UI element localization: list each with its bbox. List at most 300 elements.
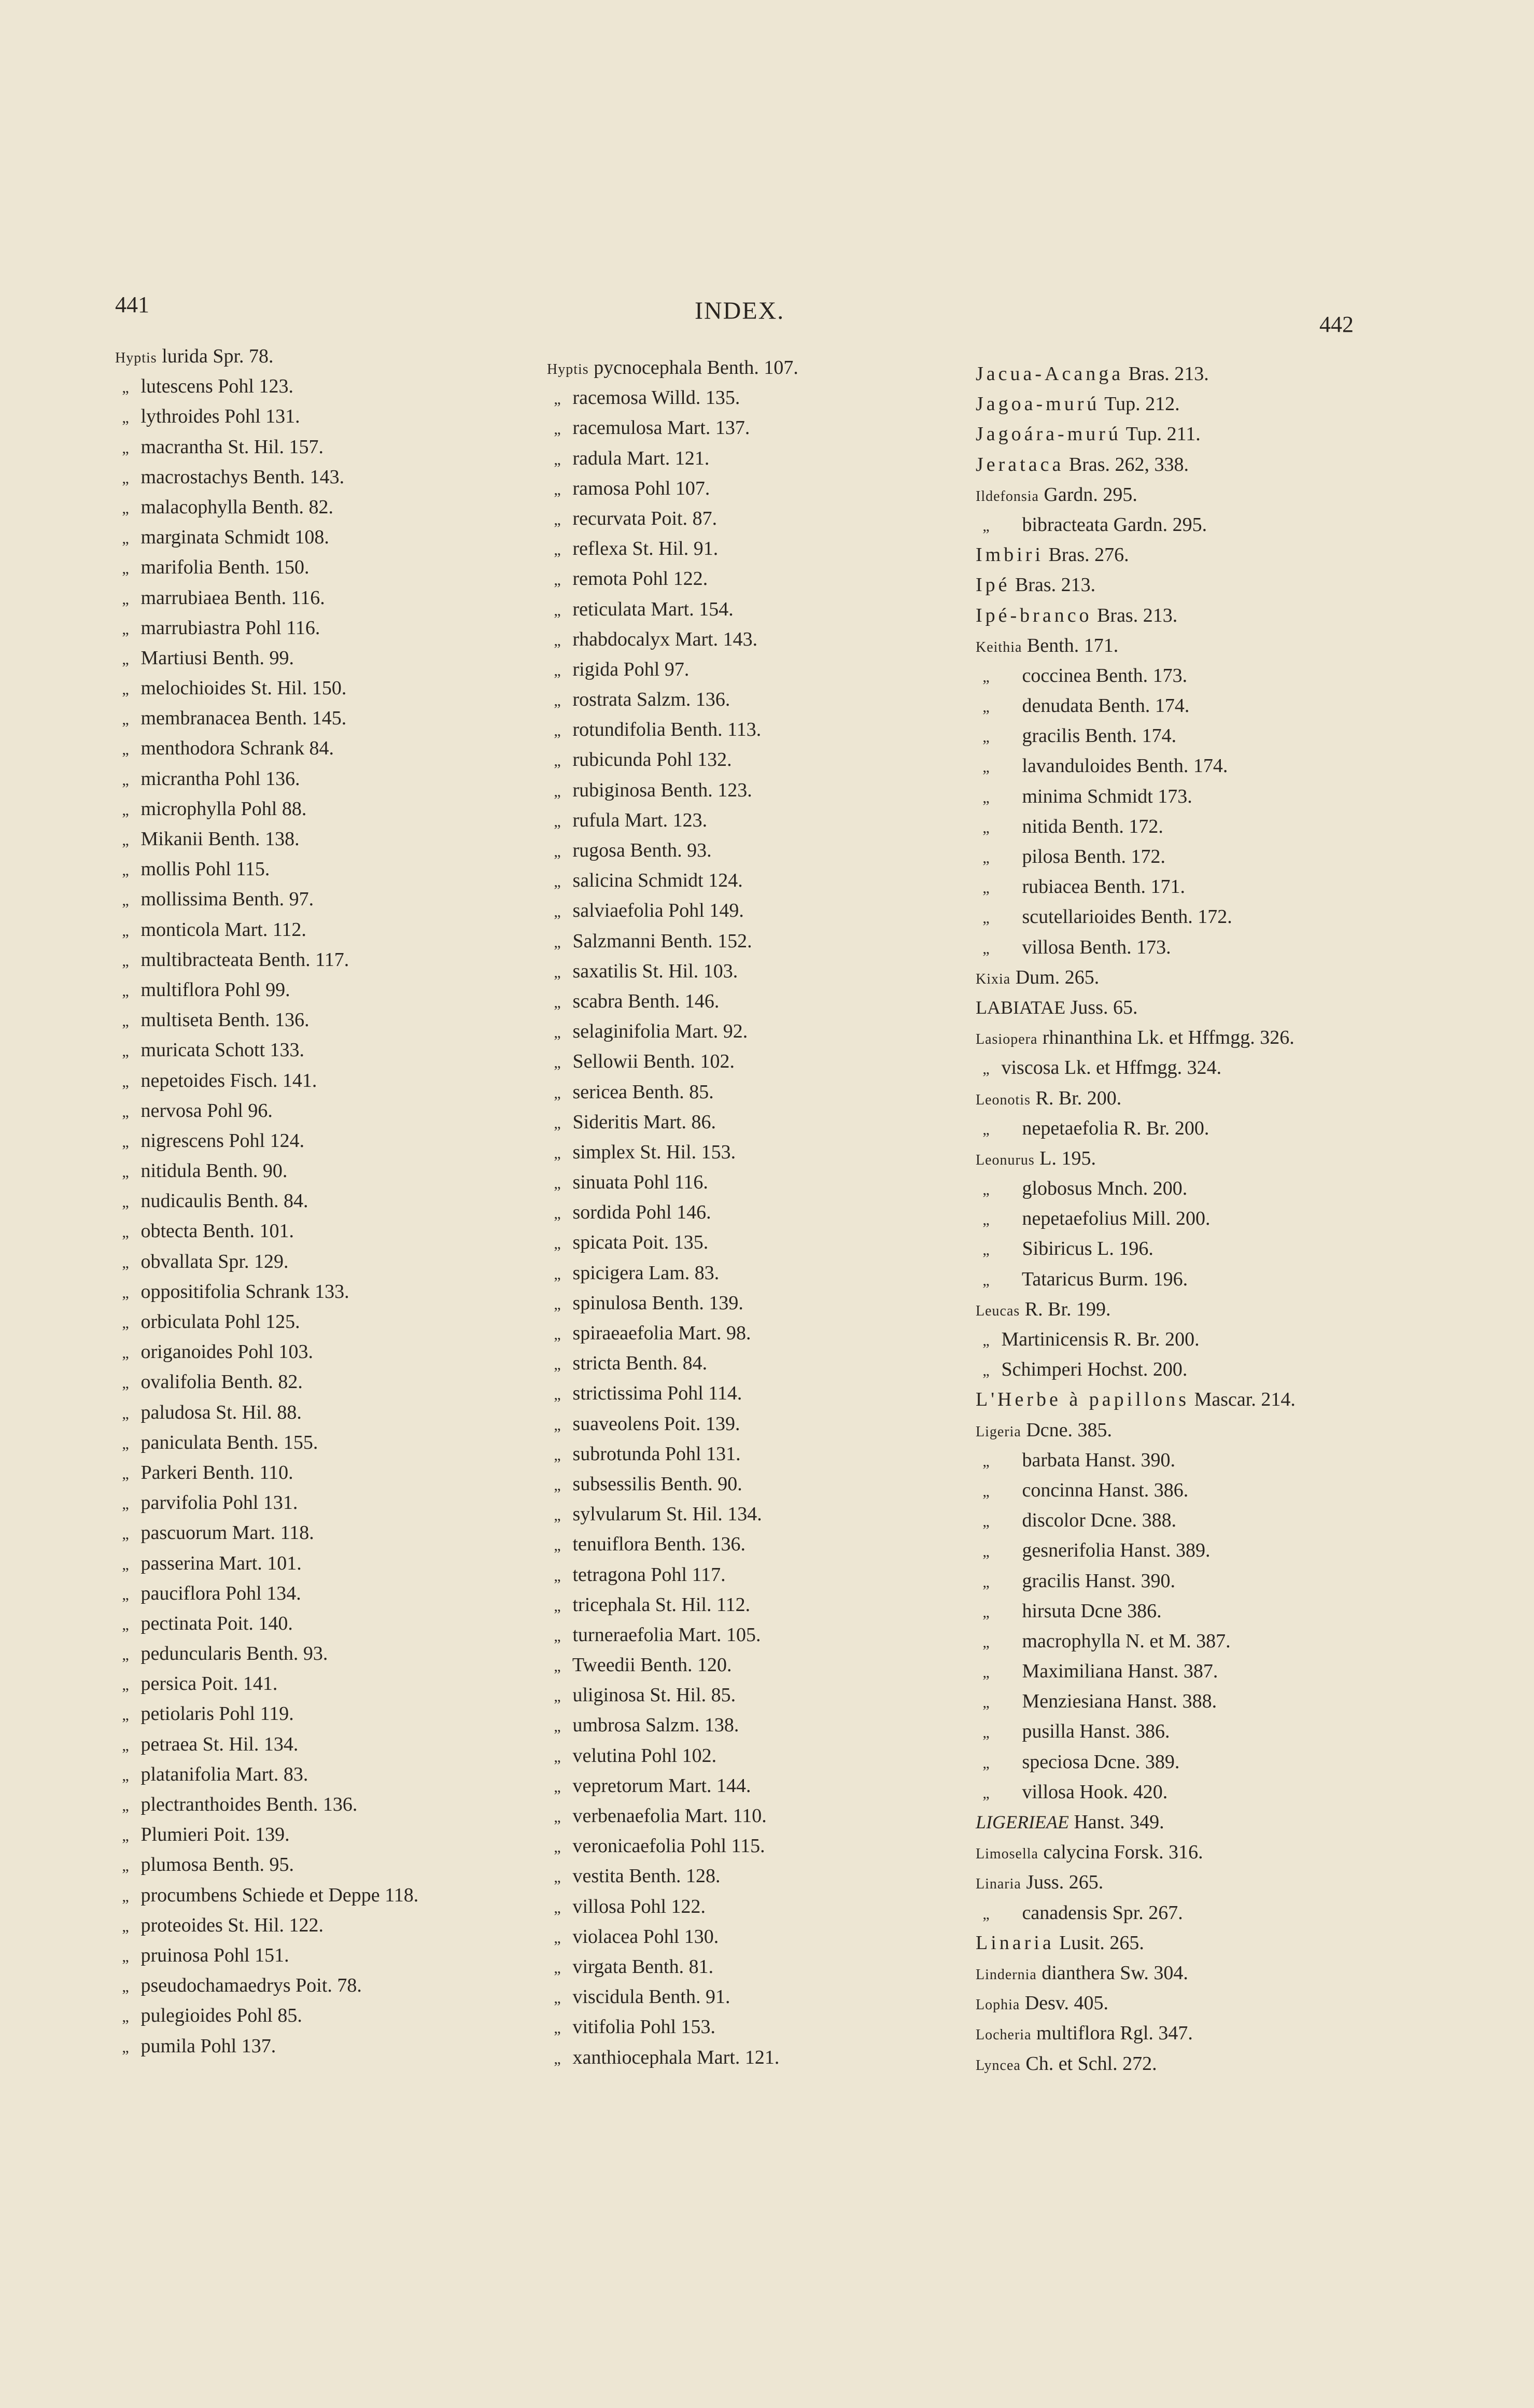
ditto-mark: „ <box>982 1784 990 1802</box>
authority-page-ref: Mart. 144. <box>668 1774 751 1797</box>
species-name: rhinanthina <box>1042 1027 1132 1049</box>
index-entry <box>547 1590 798 1620</box>
authority-page-ref: Mart. 137. <box>667 417 750 439</box>
authority-page-ref: Mart. 83. <box>235 1763 308 1785</box>
ditto-mark: „ <box>122 1314 129 1332</box>
index-entry <box>115 1518 418 1548</box>
ditto-mark: „ <box>982 1905 990 1923</box>
index-entry <box>115 2000 418 2031</box>
species-name: hirsuta <box>1022 1600 1076 1622</box>
ditto-mark: „ <box>122 1465 129 1482</box>
index-entry <box>547 1831 798 1861</box>
ditto-mark: „ <box>122 892 129 909</box>
index-entry <box>547 865 798 895</box>
authority-page-ref: St. Hil. 134. <box>202 1733 299 1755</box>
authority-page-ref: Pohl 102. <box>641 1744 717 1767</box>
species-name: marrubiaea <box>140 586 230 609</box>
species-name: coccinea <box>1022 664 1091 687</box>
ditto-mark: „ <box>554 1778 561 1796</box>
genus-name: Lyncea <box>976 2057 1021 2074</box>
ditto-mark: „ <box>554 1356 561 1374</box>
authority-page-ref: Dcne 386. <box>1080 1600 1162 1622</box>
ditto-mark: „ <box>122 741 129 759</box>
index-entry <box>976 1958 1296 1988</box>
authority-page-ref: Sw. 304. <box>1120 1962 1188 1984</box>
species-name: mollis <box>140 858 190 880</box>
ditto-mark: „ <box>122 1586 129 1603</box>
index-entry <box>547 684 798 715</box>
genus-name: Linaria <box>976 1876 1021 1893</box>
ditto-mark: „ <box>554 752 561 770</box>
ditto-mark: „ <box>554 481 561 498</box>
authority-page-ref: Benth. 99. <box>212 647 294 669</box>
ditto-mark: „ <box>122 1284 129 1301</box>
authority-page-ref: St. Hil. 85. <box>650 1684 736 1706</box>
index-entry <box>547 624 798 654</box>
authority-page-ref: Dum. 265. <box>1015 966 1100 988</box>
species-name: umbrosa <box>572 1714 641 1737</box>
ditto-mark: „ <box>122 1857 129 1875</box>
authority-page-ref: Mnch. 200. <box>1097 1178 1188 1200</box>
index-entry <box>976 419 1296 449</box>
authority-page-ref: Mart. 92. <box>674 1020 748 1043</box>
ditto-mark: „ <box>122 560 129 578</box>
index-entry <box>115 613 418 643</box>
species-name: Salzmanni <box>572 930 656 952</box>
index-entry <box>976 631 1296 661</box>
ditto-mark: „ <box>122 1103 129 1121</box>
index-entry <box>547 1167 798 1197</box>
species-name: nigrescens <box>140 1129 224 1152</box>
authority-page-ref: Hanst. 387. <box>1128 1660 1218 1683</box>
ditto-mark: „ <box>982 668 990 685</box>
index-entry <box>115 1639 418 1669</box>
authority-page-ref: Pohl 116. <box>245 617 320 639</box>
species-name: Plumieri <box>140 1824 209 1846</box>
species-name: virgata <box>572 1955 627 1978</box>
ditto-mark: „ <box>554 1084 561 1102</box>
ditto-mark: „ <box>122 922 129 940</box>
ditto-mark: „ <box>554 1024 561 1042</box>
ditto-mark: „ <box>554 662 561 679</box>
ditto-mark: „ <box>982 1482 990 1500</box>
species-name: nitida <box>1022 815 1067 837</box>
authority-page-ref: Lk. et Hffmgg. 324. <box>1064 1057 1222 1079</box>
genus-name: Keithia <box>976 639 1022 655</box>
ditto-mark: „ <box>554 1265 561 1283</box>
index-entry <box>976 1656 1296 1686</box>
index-entry <box>547 805 798 835</box>
index-entry <box>547 715 798 745</box>
species-name: viscosa <box>1001 1057 1060 1079</box>
index-entry <box>547 1710 798 1740</box>
entry-term: Imbiri <box>976 544 1044 566</box>
authority-page-ref: Pohl 114. <box>667 1382 742 1405</box>
ditto-mark: „ <box>122 1887 129 1905</box>
index-entry <box>547 1137 798 1167</box>
ditto-mark: „ <box>554 1446 561 1464</box>
species-name: ovalifolia <box>140 1371 217 1393</box>
index-entry <box>115 371 418 401</box>
authority-page-ref: Poit. 139. <box>664 1412 740 1435</box>
index-entry <box>547 353 798 383</box>
species-name: spicata <box>572 1231 628 1254</box>
index-entry <box>547 594 798 624</box>
authority-page-ref: R. Br. 199. <box>1024 1298 1111 1320</box>
authority-page-ref: Mart. 112. <box>224 918 306 941</box>
species-name: Menziesiana <box>1022 1690 1122 1713</box>
species-name: sinuata <box>572 1171 629 1194</box>
authority-page-ref: Benth. 81. <box>631 1955 714 1978</box>
species-name: saxatilis <box>572 960 638 982</box>
index-entry <box>547 1077 798 1107</box>
authority-page-ref: Benth. 136. <box>654 1533 745 1556</box>
ditto-mark: „ <box>122 1345 129 1362</box>
ditto-mark: „ <box>122 620 129 638</box>
index-entry <box>115 1427 418 1458</box>
index-entry <box>115 552 418 582</box>
ditto-mark: „ <box>122 499 129 517</box>
authority-page-ref: St. Hil. 153. <box>640 1141 736 1163</box>
authority-page-ref: Benth. 97. <box>232 888 314 911</box>
species-name: pumila <box>140 2035 196 2057</box>
species-name: persica <box>140 1673 197 1695</box>
species-name: platanifolia <box>140 1763 231 1785</box>
index-entry <box>115 854 418 884</box>
index-entry <box>976 1596 1296 1626</box>
index-entry <box>547 1288 798 1318</box>
ditto-mark: „ <box>122 1556 129 1573</box>
index-entry <box>976 1294 1296 1324</box>
ditto-mark: „ <box>982 1754 990 1772</box>
species-name: origanoides <box>140 1341 233 1363</box>
genus-name: Limosella <box>976 1846 1038 1863</box>
authority-page-ref: Benth. 116. <box>234 586 325 609</box>
species-name: Maximiliana <box>1022 1660 1123 1683</box>
ditto-mark: „ <box>554 1959 561 1977</box>
species-name: oppositifolia <box>140 1280 241 1303</box>
index-entry <box>547 1982 798 2012</box>
species-name: violacea <box>572 1925 639 1948</box>
ditto-mark: „ <box>122 801 129 819</box>
ditto-mark: „ <box>554 1175 561 1193</box>
authority-page-ref: Benth. 139. <box>652 1292 743 1314</box>
authority-page-ref: Poit. 87. <box>651 507 717 529</box>
ditto-mark: „ <box>554 1688 561 1705</box>
authority-page-ref: Mart. 86. <box>643 1111 716 1133</box>
ditto-mark: „ <box>122 1616 129 1633</box>
authority-page-ref: Pohl 116. <box>633 1171 708 1194</box>
ditto-mark: „ <box>554 1567 561 1585</box>
authority-page-ref: Dcne. 388. <box>1090 1509 1177 1532</box>
index-entry <box>976 1083 1296 1113</box>
authority-page-ref: Schmidt 173. <box>1087 785 1192 807</box>
authority-page-ref: Pohl 153. <box>640 2016 716 2038</box>
index-entry <box>547 986 798 1016</box>
authority-page-ref: St. Hil. 122. <box>228 1914 324 1936</box>
ditto-mark: „ <box>554 963 561 981</box>
authority-page-ref: N. et M. 387. <box>1125 1630 1231 1652</box>
index-entry <box>115 432 418 462</box>
ditto-mark: „ <box>982 1241 990 1259</box>
index-entry <box>115 824 418 854</box>
species-name: malacophylla <box>140 496 247 518</box>
authority-page-ref: Poit. 78. <box>295 1975 362 1997</box>
species-name: parvifolia <box>140 1492 218 1514</box>
authority-page-ref: Pohl 124. <box>229 1129 305 1152</box>
ditto-mark: „ <box>122 952 129 970</box>
authority-page-ref: Mart. 98. <box>678 1322 751 1344</box>
authority-page-ref: L. 195. <box>1039 1147 1096 1169</box>
index-entry <box>976 721 1296 751</box>
species-name: pectinata <box>140 1612 212 1634</box>
index-entry <box>547 1560 798 1590</box>
ditto-mark: „ <box>982 1633 990 1651</box>
authority-page-ref: Mart. 121. <box>626 447 710 469</box>
index-entry <box>115 1880 418 1910</box>
index-entry <box>547 1680 798 1710</box>
species-name: monticola <box>140 918 220 941</box>
species-name: bibracteata <box>1022 513 1109 536</box>
index-entry <box>976 1234 1296 1264</box>
species-name: uliginosa <box>572 1684 645 1706</box>
index-entry <box>115 1156 418 1186</box>
index-entry <box>115 1337 418 1367</box>
authority-page-ref: Gardn. 295. <box>1044 483 1137 506</box>
species-name: rufula <box>572 809 620 831</box>
species-name: nepetaefolia <box>1022 1117 1119 1139</box>
authority-page-ref: Pohl 115. <box>690 1835 765 1857</box>
entry-term: Ipé <box>976 574 1010 596</box>
ditto-mark: „ <box>554 2050 561 2067</box>
ditto-mark: „ <box>122 650 129 668</box>
index-entry <box>547 1409 798 1439</box>
authority-page-ref: Hanst. 390. <box>1085 1570 1176 1592</box>
index-entry <box>115 673 418 703</box>
entry-term: LIGERIEAE <box>976 1812 1069 1832</box>
ditto-mark: „ <box>122 1073 129 1090</box>
ditto-mark: „ <box>122 1978 129 1996</box>
ditto-mark: „ <box>554 1476 561 1494</box>
authority-page-ref: Tup. 211. <box>1125 423 1201 445</box>
authority-page-ref: Benth. 84. <box>625 1352 708 1375</box>
authority-page-ref: Pohl 131. <box>224 405 300 428</box>
authority-page-ref: Benth. 174. <box>1085 725 1177 747</box>
species-name: pseudochamaedrys <box>140 1975 291 1997</box>
index-entry <box>115 1789 418 1819</box>
species-name: Schimperi <box>1001 1359 1082 1381</box>
ditto-mark: „ <box>554 1718 561 1735</box>
species-name: Sideritis <box>572 1111 639 1133</box>
authority-page-ref: Benth. 120. <box>640 1654 732 1676</box>
authority-page-ref: Pohl 97. <box>623 658 689 680</box>
ditto-mark: „ <box>122 1043 129 1060</box>
species-name: pauciflora <box>140 1582 221 1604</box>
index-entry <box>547 1046 798 1076</box>
index-entry <box>115 1608 418 1639</box>
species-name: multibracteata <box>140 948 254 971</box>
species-name: multiflora <box>1036 2022 1115 2045</box>
species-name: procumbens <box>140 1884 237 1906</box>
ditto-mark: „ <box>122 681 129 698</box>
ditto-mark: „ <box>554 1990 561 2007</box>
authority-page-ref: Salzm. 138. <box>645 1714 739 1737</box>
authority-page-ref: Mill. 200. <box>1132 1208 1211 1230</box>
authority-page-ref: Pohl 134. <box>226 1582 301 1604</box>
ditto-mark: „ <box>554 1144 561 1162</box>
ditto-mark: „ <box>554 1899 561 1916</box>
ditto-mark: „ <box>122 1013 129 1030</box>
ditto-mark: „ <box>554 390 561 408</box>
species-name: veronicaefolia <box>572 1835 685 1857</box>
species-name: menthodora <box>140 737 235 760</box>
ditto-mark: „ <box>554 1386 561 1404</box>
species-name: suaveolens <box>572 1412 659 1435</box>
authority-page-ref: Ch. et Schl. 272. <box>1025 2052 1157 2075</box>
index-entry <box>976 1505 1296 1535</box>
entry-term: Linaria <box>976 1931 1054 1954</box>
index-entry <box>976 1475 1296 1505</box>
species-name: minima <box>1022 785 1082 807</box>
ditto-mark: „ <box>122 1676 129 1694</box>
entry-term: Jagoára-murú <box>976 423 1121 445</box>
species-name: reticulata <box>572 598 646 620</box>
authority-page-ref: Mart. 121. <box>697 2046 780 2068</box>
species-name: melochioides <box>140 677 246 699</box>
index-entry <box>115 1729 418 1759</box>
species-name: lythroides <box>140 405 220 428</box>
index-entry <box>976 600 1296 631</box>
index-entry <box>115 764 418 794</box>
species-name: rugosa <box>572 839 625 861</box>
genus-name: Hyptis <box>115 350 157 366</box>
index-column-3 <box>976 359 1296 2079</box>
authority-page-ref: Pohl 85. <box>236 2005 302 2027</box>
authority-page-ref: Pohl 136. <box>224 767 300 790</box>
index-entry <box>547 1439 798 1469</box>
ditto-mark: „ <box>982 1271 990 1289</box>
authority-page-ref: Benth. 117. <box>258 948 349 971</box>
species-name: pycnocephala <box>594 357 702 379</box>
ditto-mark: „ <box>982 1452 990 1470</box>
ditto-mark: „ <box>554 1295 561 1313</box>
index-entry <box>976 1445 1296 1475</box>
genus-name: Hyptis <box>547 361 589 377</box>
species-name: macrostachys <box>140 466 248 488</box>
authority-page-ref: Tup. 212. <box>1104 393 1180 415</box>
ditto-mark: „ <box>554 782 561 800</box>
species-name: mollissima <box>140 888 228 911</box>
index-entry <box>115 1669 418 1699</box>
species-name: marrubiastra <box>140 617 241 639</box>
index-entry <box>976 691 1296 721</box>
species-name: stricta <box>572 1352 621 1375</box>
ditto-mark: „ <box>982 1121 990 1138</box>
ditto-mark: „ <box>554 1869 561 1886</box>
page-title: INDEX. <box>695 297 785 325</box>
ditto-mark: „ <box>554 1114 561 1132</box>
index-entry <box>976 842 1296 872</box>
index-entry <box>115 522 418 552</box>
authority-page-ref: Spr. 78. <box>213 345 274 367</box>
index-entry <box>547 1952 798 1982</box>
index-entry <box>976 1113 1296 1143</box>
species-name: petiolaris <box>140 1703 214 1725</box>
ditto-mark: „ <box>554 1537 561 1555</box>
authority-page-ref: Schrank 133. <box>245 1280 349 1303</box>
authority-page-ref: Mart. 143. <box>674 628 758 650</box>
index-entry <box>547 1801 798 1831</box>
index-entry <box>976 661 1296 691</box>
authority-page-ref: Benth. 146. <box>628 990 720 1012</box>
ditto-mark: „ <box>122 832 129 849</box>
authority-page-ref: Pohl 125. <box>224 1311 300 1333</box>
species-name: ramosa <box>572 477 630 499</box>
authority-page-ref: Benth. 90. <box>206 1160 288 1182</box>
authority-page-ref: Benth. 173. <box>1095 664 1188 687</box>
entry-term: Jagoa-murú <box>976 393 1100 415</box>
authority-page-ref: Rgl. 347. <box>1120 2022 1193 2045</box>
index-entry <box>547 1469 798 1499</box>
authority-page-ref: St. Hil. 134. <box>666 1503 762 1525</box>
authority-page-ref: St. Hil. 112. <box>655 1593 751 1616</box>
authority-page-ref: Hanst. 349. <box>1074 1811 1164 1833</box>
species-name: denudata <box>1022 695 1093 717</box>
authority-page-ref: Mart. 105. <box>678 1623 761 1646</box>
authority-page-ref: R. Br. 200. <box>1113 1328 1200 1350</box>
ditto-mark: „ <box>982 759 990 776</box>
index-entry <box>547 443 798 473</box>
index-entry <box>115 401 418 431</box>
index-entry <box>547 1892 798 1922</box>
index-entry <box>976 540 1296 570</box>
ditto-mark: „ <box>122 1194 129 1211</box>
ditto-mark: „ <box>122 409 129 427</box>
authority-page-ref: Schmidt 108. <box>224 526 329 549</box>
authority-page-ref: Benth. 172. <box>1072 815 1163 837</box>
species-name: strictissima <box>572 1382 663 1405</box>
index-column-2 <box>547 353 798 2073</box>
index-entry <box>976 1837 1296 1867</box>
index-entry <box>115 703 418 733</box>
species-name: lavanduloides <box>1022 755 1132 777</box>
authority-page-ref: Benth. 128. <box>629 1865 721 1887</box>
ditto-mark: „ <box>982 1332 990 1349</box>
authority-page-ref: Pohl 151. <box>213 1944 289 1966</box>
species-name: Mikanii <box>140 828 203 850</box>
genus-name: Ildefonsia <box>976 488 1039 505</box>
index-entry <box>976 932 1296 962</box>
ditto-mark: „ <box>554 692 561 710</box>
index-entry <box>115 1819 418 1850</box>
ditto-mark: „ <box>554 1054 561 1072</box>
ditto-mark: „ <box>554 601 561 619</box>
ditto-mark: „ <box>122 1917 129 1935</box>
species-name: orbiculata <box>140 1311 220 1333</box>
index-entry <box>115 1759 418 1789</box>
species-name: recurvata <box>572 507 646 529</box>
index-entry <box>547 1107 798 1137</box>
species-name: Martiusi <box>140 647 208 669</box>
ditto-mark: „ <box>554 993 561 1011</box>
species-name: salviaefolia <box>572 900 664 922</box>
species-name: marifolia <box>140 556 213 579</box>
authority-page-ref: Hochst. 200. <box>1087 1359 1188 1381</box>
authority-page-ref: Mart. 118. <box>232 1522 314 1544</box>
index-entry <box>115 1699 418 1729</box>
authority-page-ref: Benth. 172. <box>1141 906 1232 928</box>
ditto-mark: „ <box>982 1362 990 1380</box>
